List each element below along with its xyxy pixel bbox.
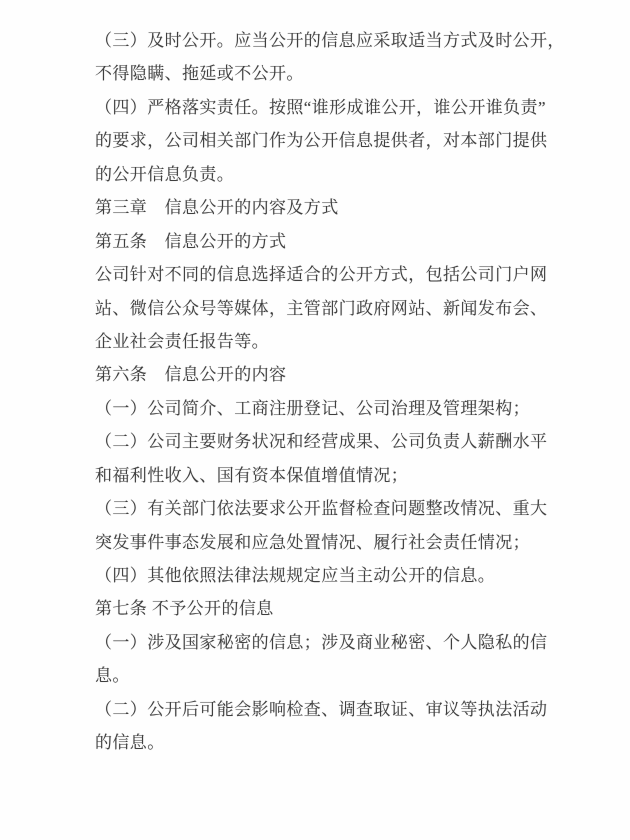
text-line: （二）公开后可能会影响检查、调查取证、审议等执法活动	[95, 699, 548, 719]
document-text	[95, 24, 585, 760]
text-line: （三）及时公开。应当公开的信息应采取适当方式及时公开，	[95, 31, 565, 50]
text-line: （一）公司简介、工商注册登记、公司治理及管理架构；	[95, 398, 530, 418]
text-line: 息。	[95, 666, 130, 686]
text-line: 的公开信息负责。	[95, 164, 235, 184]
text-line: 的要求，公司相关部门作为公开信息提供者，对本部门提供	[95, 131, 548, 151]
text-line: 公司针对不同的信息选择适合的公开方式，包括公司门户网	[95, 265, 548, 285]
text-line: 不得隐瞒、拖延或不公开。	[95, 64, 304, 84]
text-line: （四）其他依照法律法规规定应当主动公开的信息。	[95, 566, 496, 585]
article-heading: 第五条 信息公开的方式	[95, 231, 287, 251]
chapter-heading: 第三章 信息公开的内容及方式	[95, 198, 339, 218]
text-line: 站、微信公众号等媒体，主管部门政府网站、新闻发布会、	[95, 298, 548, 318]
text-line: （二）公司主要财务状况和经营成果、公司负责人薪酬水平	[95, 432, 548, 452]
text-line: （一）涉及国家秘密的信息；涉及商业秘密、个人隐私的信	[95, 632, 548, 652]
text-line: 突发事件事态发展和应急处置情况、履行社会责任情况；	[95, 532, 530, 552]
text-line: 的信息。	[95, 733, 165, 753]
text-line: （三）有关部门依法要求公开监督检查问题整改情况、重大	[95, 499, 548, 519]
text-line: 和福利性收入、国有资本保值增值情况；	[95, 465, 409, 485]
article-heading: 第六条 信息公开的内容	[95, 365, 287, 385]
text-line: （四）严格落实责任。按照“谁形成谁公开，谁公开谁负责”	[95, 97, 546, 117]
article-heading: 第七条 不予公开的信息	[95, 599, 274, 619]
text-line: 企业社会责任报告等。	[95, 331, 269, 351]
